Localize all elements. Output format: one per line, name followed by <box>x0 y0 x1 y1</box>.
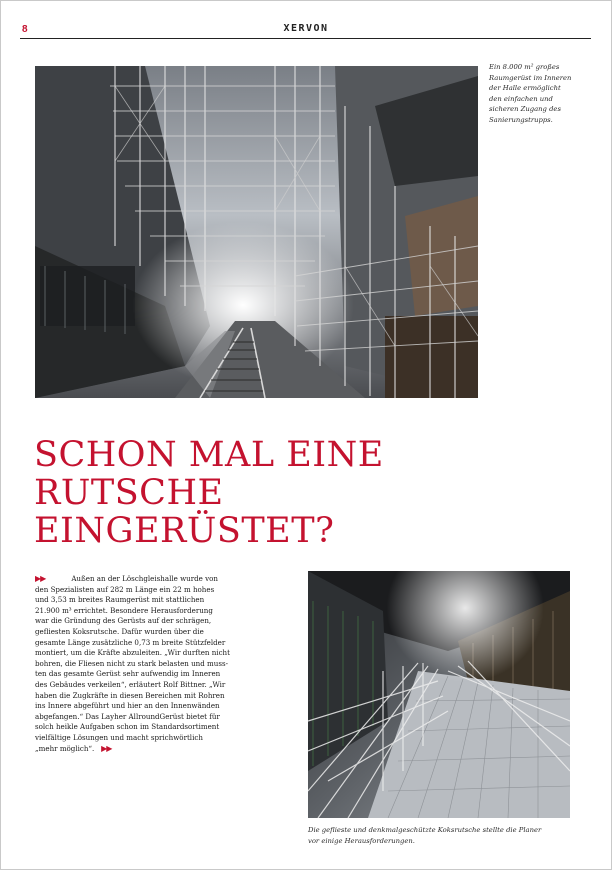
body-line: 21.900 m³ errichtet. Besondere Herausforderung <box>35 605 213 615</box>
caption-line: der Halle ermöglicht <box>489 84 561 93</box>
body-line: gefliesten Koksrutsche. Dafür wurden über die <box>35 626 204 636</box>
headline-line: EINGERÜSTET? <box>34 511 335 551</box>
header-rule <box>20 38 591 39</box>
caption-line: Ein 8.000 m² großes <box>489 63 560 71</box>
body-line: montiert, um die Kräfte abzuleiten. „Wir durften nicht <box>35 648 230 658</box>
scaffolding-hall-photo <box>35 66 478 398</box>
bottom-photo-caption <box>308 825 570 846</box>
caption-line: Raumgerüst im Inneren <box>489 73 572 82</box>
top-photo-caption <box>489 62 584 126</box>
body-line: abgefangen.“ Das Layher AllroundGerüst bietet für <box>35 711 220 721</box>
headline-line: RUTSCHE <box>34 473 224 513</box>
caption-line: Die geflieste und denkmalgeschützte Koksrutsche stellte die Planer <box>308 826 542 834</box>
body-line-first <box>35 574 250 585</box>
body-line-last <box>35 744 250 755</box>
caption-line: den einfachen und <box>489 94 553 103</box>
body-line: ins Innere abgeführt und hier an den Innenwänden <box>35 701 220 711</box>
body-line: des Gebäudes verkeilen“, erläutert Rolf Bittner. „Wir <box>35 679 226 689</box>
body-line: Außen an der Löschgleishalle wurde von <box>71 574 218 583</box>
body-line: haben die Zugkräfte in diesen Bereichen mit Rohren <box>35 690 225 700</box>
article-headline <box>34 436 394 550</box>
end-marker-icon: ▶▶ <box>101 743 112 753</box>
caption-line: sicheren Zugang des <box>489 105 561 114</box>
body-line: ten das gesamte Gerüst sehr aufwendig im Inneren <box>35 669 221 679</box>
body-line: „mehr möglich“. <box>35 743 95 753</box>
page-number: 8 <box>22 24 28 35</box>
headline-line: SCHON MAL EINE <box>34 435 384 475</box>
start-marker-icon: ▶▶ <box>35 574 46 583</box>
body-line: den Spezialisten auf 282 m Länge ein 22 m hohes <box>35 584 215 594</box>
body-line: war die Gründung des Gerüsts auf der schrägen, <box>35 616 212 626</box>
caption-line: Sanierungstrupps. <box>489 115 553 124</box>
brand-name: XERVON <box>283 23 329 34</box>
coke-chute-photo <box>308 571 570 818</box>
body-line: bohren, die Fliesen nicht zu stark belasten und muss- <box>35 658 228 668</box>
body-line: und 3,53 m breites Raumgerüst mit stattlichen <box>35 595 205 605</box>
body-line: gesamte Länge zusätzliche 0,73 m breite Stützfelder <box>35 637 226 647</box>
caption-line: vor einige Herausforderungen. <box>308 836 415 845</box>
body-line: vielfältige Lösungen und macht sprichwörtlich <box>35 732 203 742</box>
body-line: solch heikle Aufgaben schon im Standardsortiment <box>35 722 220 732</box>
article-body <box>35 574 250 754</box>
